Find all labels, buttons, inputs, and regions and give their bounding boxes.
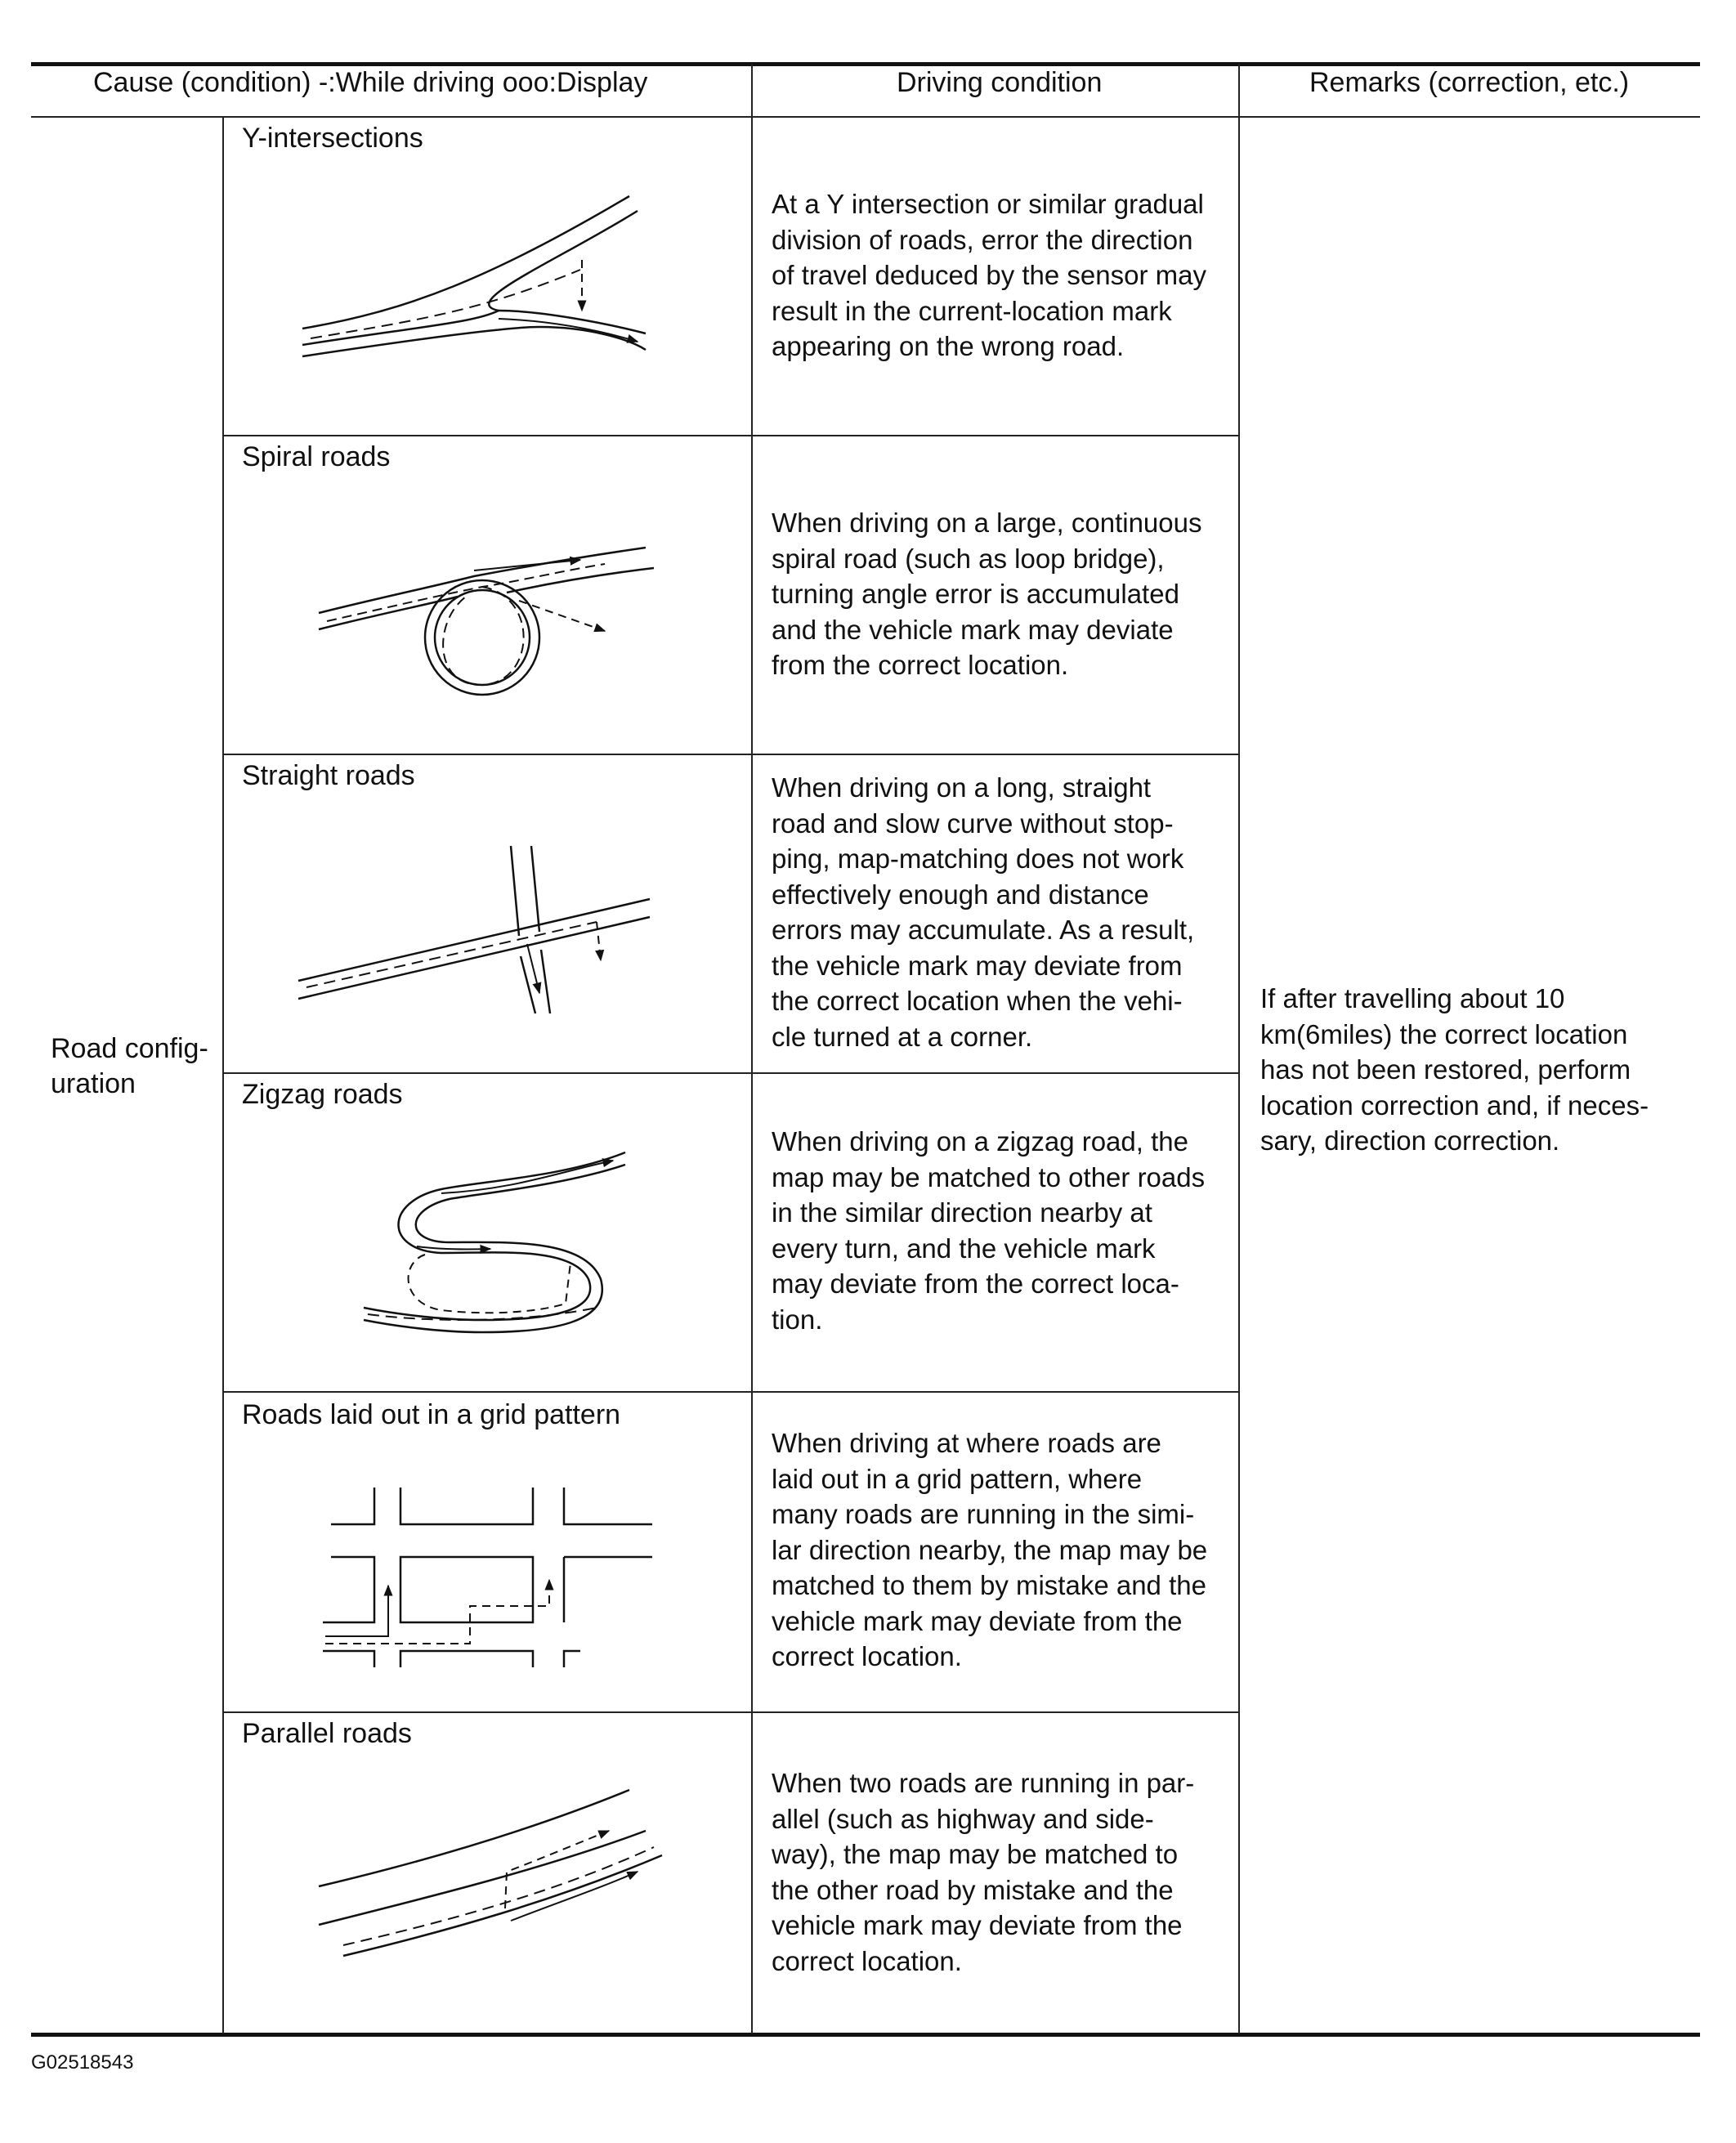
row-divider <box>222 1391 1239 1393</box>
text-line: every turn, and the vehicle mark <box>772 1233 1156 1264</box>
text-line: When driving on a large, continuous <box>772 508 1202 538</box>
text-line: correct location. <box>772 1945 962 1976</box>
text-line: cle turned at a corner. <box>772 1021 1033 1052</box>
header-remarks: Remarks (correction, etc.) <box>1309 67 1630 98</box>
text-line: When driving at where roads are <box>772 1428 1161 1458</box>
remarks-column-divider <box>1238 64 1240 2033</box>
row-description-spiral-roads <box>772 505 1202 683</box>
header-bottom-rule <box>31 116 1700 118</box>
text-line: spiral road (such as loop bridge), <box>772 543 1165 574</box>
zigzag-road-diagram <box>351 1148 646 1336</box>
spiral-road-diagram <box>311 531 670 711</box>
row-description-grid-roads <box>772 1425 1207 1675</box>
row-title-grid-roads: Roads laid out in a grid pattern <box>242 1399 621 1430</box>
text-line: appearing on the wrong road. <box>772 331 1125 361</box>
text-line: errors may accumulate. As a result, <box>772 915 1195 945</box>
figure-reference-code: G02518543 <box>31 2051 134 2074</box>
grid-roads-diagram <box>319 1483 662 1671</box>
row-description-y-intersections <box>772 186 1206 365</box>
text-line: sary, direction correction. <box>1260 1125 1560 1156</box>
text-line: km(6miles) the correct location <box>1260 1018 1628 1049</box>
text-line: map may be matched to other roads <box>772 1161 1206 1192</box>
row-description-zigzag-roads <box>772 1124 1205 1337</box>
text-line: result in the current-location mark <box>772 295 1172 326</box>
category-label-line: uration <box>51 1068 136 1099</box>
category-label <box>51 1031 208 1102</box>
text-line: tion. <box>772 1304 823 1335</box>
text-line: vehicle mark may deviate from the <box>772 1605 1183 1636</box>
header-cause: Cause (condition) -:While driving ooo:Display <box>93 67 648 98</box>
text-line: may deviate from the correct loca- <box>772 1268 1179 1299</box>
category-column-divider <box>222 116 224 2033</box>
straight-road-diagram <box>290 842 666 1022</box>
row-title-zigzag-roads: Zigzag roads <box>242 1079 403 1110</box>
header-driving-condition: Driving condition <box>897 67 1103 98</box>
category-label-line: Road config- <box>51 1033 208 1064</box>
text-line: matched to them by mistake and the <box>772 1570 1206 1600</box>
text-line: When driving on a long, straight <box>772 772 1152 803</box>
text-line: of travel deduced by the sensor may <box>772 260 1206 290</box>
row-divider <box>222 435 1239 436</box>
text-line: the vehicle mark may deviate from <box>772 950 1183 981</box>
text-line: from the correct location. <box>772 650 1069 680</box>
remarks-text <box>1260 981 1685 1159</box>
row-divider <box>222 1072 1239 1074</box>
table-top-rule <box>31 62 1700 66</box>
row-description-straight-roads <box>772 770 1194 1054</box>
text-line: correct location. <box>772 1641 962 1671</box>
text-line: allel (such as highway and side- <box>772 1803 1154 1834</box>
text-line: road and slow curve without stop- <box>772 808 1174 839</box>
row-divider <box>222 754 1239 755</box>
row-title-straight-roads: Straight roads <box>242 760 415 791</box>
row-divider <box>222 1711 1239 1713</box>
text-line: When driving on a zigzag road, the <box>772 1126 1188 1157</box>
cause-column-divider <box>751 64 753 2033</box>
row-title-y-intersections: Y-intersections <box>242 123 423 154</box>
row-description-parallel-roads <box>772 1765 1194 1979</box>
text-line: At a Y intersection or similar gradual <box>772 189 1204 219</box>
text-line: the other road by mistake and the <box>772 1874 1174 1905</box>
text-line: many roads are running in the simi- <box>772 1499 1195 1529</box>
text-line: location correction and, if neces- <box>1260 1089 1649 1121</box>
text-line: laid out in a grid pattern, where <box>772 1463 1143 1494</box>
text-line: lar direction nearby, the map may be <box>772 1534 1208 1565</box>
text-line: When two roads are running in par- <box>772 1768 1195 1798</box>
text-line: ping, map-matching does not work <box>772 843 1184 874</box>
text-line: and the vehicle mark may deviate <box>772 614 1174 645</box>
text-line: If after travelling about 10 <box>1260 983 1565 1013</box>
text-line: turning angle error is accumulated <box>772 579 1179 609</box>
y-intersection-diagram <box>294 188 670 368</box>
text-line: vehicle mark may deviate from the <box>772 1910 1183 1940</box>
text-line: division of roads, error the direction <box>772 224 1193 255</box>
text-line: in the similar direction nearby at <box>772 1197 1152 1228</box>
text-line: way), the map may be matched to <box>772 1839 1179 1869</box>
text-line: the correct location when the vehi- <box>772 986 1183 1016</box>
parallel-roads-diagram <box>311 1782 678 1970</box>
row-title-spiral-roads: Spiral roads <box>242 441 391 472</box>
table-bottom-rule <box>31 2033 1700 2037</box>
text-line: effectively enough and distance <box>772 879 1149 910</box>
row-title-parallel-roads: Parallel roads <box>242 1718 412 1749</box>
text-line: has not been restored, perform <box>1260 1054 1631 1085</box>
